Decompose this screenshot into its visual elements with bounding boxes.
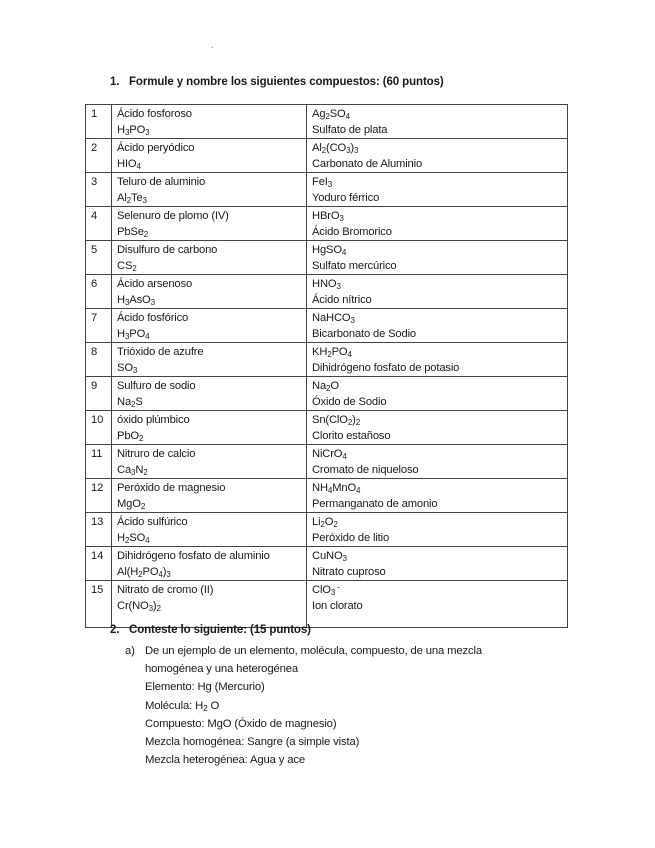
compound-formula: $HIO_4$	[117, 158, 141, 172]
table-row	[86, 479, 568, 513]
compound-name: Sulfuro de sodio	[117, 380, 196, 392]
right-cell	[307, 547, 568, 581]
row-number: 5	[86, 241, 112, 275]
table-row	[86, 411, 568, 445]
compound-name: Nitruro de calcio	[117, 448, 196, 460]
left-cell	[112, 547, 307, 581]
left-cell	[112, 173, 307, 207]
right-cell	[307, 377, 568, 411]
compound-formula: $H_3AsO_3$	[117, 294, 155, 308]
table-row	[86, 105, 568, 139]
left-cell	[112, 207, 307, 241]
compound-name: Clorito estañoso	[312, 430, 391, 442]
right-cell	[307, 105, 568, 139]
row-number: 3	[86, 173, 112, 207]
compound-name: Nitrato de cromo (II)	[117, 584, 214, 596]
question-2-number: 2.	[110, 624, 120, 636]
right-cell	[307, 275, 568, 309]
left-cell	[112, 105, 307, 139]
compound-name: Peróxido de magnesio	[117, 482, 226, 494]
compound-formula: MgO$_2$	[117, 498, 146, 512]
row-number: 14	[86, 547, 112, 581]
question-2-title: Conteste lo siguiente: (15 puntos)	[129, 624, 311, 636]
compound-formula: PbSe$_2$	[117, 226, 149, 240]
table-row	[86, 241, 568, 275]
table-row	[86, 207, 568, 241]
left-cell	[112, 139, 307, 173]
right-cell	[307, 411, 568, 445]
compound-formula: FeI$_3$	[312, 176, 333, 190]
question-1-number: 1.	[110, 76, 120, 88]
right-cell	[307, 139, 568, 173]
answer-mezcla-homogenea: Mezcla homogénea: Sangre (a simple vista)	[145, 736, 360, 749]
compound-formula: $Al(H_2PO_4)_3$	[117, 566, 171, 580]
question-2a-prompt-line1: De un ejemplo de un elemento, molécula, compuesto, de una mezcla	[145, 645, 483, 657]
compound-name: Dihidrógeno fosfato de aluminio	[117, 550, 270, 562]
left-cell	[112, 581, 307, 628]
compound-name: Óxido de Sodio	[312, 396, 387, 408]
compound-name: Ion clorato	[312, 600, 363, 612]
compound-name: Nitrato cuproso	[312, 566, 386, 578]
row-number: 8	[86, 343, 112, 377]
compounds-table	[85, 104, 568, 628]
table-row	[86, 343, 568, 377]
compound-name: Ácido fosfórico	[117, 312, 189, 324]
compound-formula: $Ca_3N_2$	[117, 464, 148, 478]
compound-name: Bicarbonato de Sodio	[312, 328, 416, 340]
compound-formula: $H_3PO_4$	[117, 328, 150, 342]
table-row	[86, 377, 568, 411]
right-cell	[307, 207, 568, 241]
table-row	[86, 547, 568, 581]
compound-formula: $CS_2$	[117, 260, 137, 274]
compound-name: Permanganato de amonio	[312, 498, 438, 510]
table-row	[86, 309, 568, 343]
row-number: 7	[86, 309, 112, 343]
compound-name: Ácido Bromorico	[312, 226, 392, 238]
table-row	[86, 513, 568, 547]
question-2-heading	[110, 624, 311, 636]
compound-formula: $KH_2PO_4$	[312, 346, 352, 360]
question-1-title: Formule y nombre los siguientes compuestos: (60 puntos)	[129, 76, 444, 88]
compound-formula: $Ag_2SO_4$	[312, 108, 350, 122]
right-cell	[307, 581, 568, 628]
compound-name: Carbonato de Aluminio	[312, 158, 423, 170]
table-row	[86, 445, 568, 479]
compound-formula: $Na_2O$	[312, 380, 339, 394]
row-number: 1	[86, 105, 112, 139]
question-2a-prompt-line2: homogénea y una heterogénea	[145, 663, 298, 676]
row-number: 13	[86, 513, 112, 547]
row-number: 2	[86, 139, 112, 173]
compound-formula: $H_2SO_4$	[117, 532, 150, 546]
left-cell	[112, 411, 307, 445]
right-cell	[307, 343, 568, 377]
header-mark: .	[211, 40, 214, 50]
left-cell	[112, 309, 307, 343]
row-number: 12	[86, 479, 112, 513]
compound-name: Ácido nítrico	[312, 294, 372, 306]
table-row	[86, 581, 568, 628]
question-2a-label: a)	[125, 645, 135, 657]
compound-name: Trióxido de azufre	[117, 346, 204, 358]
compound-name: óxido plúmbico	[117, 414, 190, 426]
compound-name: Sulfato mercúrico	[312, 260, 397, 272]
left-cell	[112, 275, 307, 309]
answer-elemento: Elemento: Hg (Mercurio)	[145, 681, 265, 694]
compound-name: Cromato de niqueloso	[312, 464, 419, 476]
compound-formula: $NH_4MnO_4$	[312, 482, 361, 496]
compound-name: Ácido peryódico	[117, 142, 195, 154]
row-number: 10	[86, 411, 112, 445]
left-cell	[112, 513, 307, 547]
answer-compuesto: Compuesto: MgO (Óxido de magnesio)	[145, 717, 337, 730]
compound-formula: $Al_2Te_3$	[117, 192, 147, 206]
compound-formula: HBrO$_3$	[312, 210, 344, 224]
compound-formula: NiCrO$_4$	[312, 448, 347, 462]
table-row	[86, 173, 568, 207]
compound-formula: CuNO$_3$	[312, 550, 347, 564]
row-number: 6	[86, 275, 112, 309]
left-cell	[112, 445, 307, 479]
row-number: 15	[86, 581, 112, 628]
answer-mezcla-heterogenea: Mezcla heterogénea: Agua y ace	[145, 754, 306, 767]
compound-formula: PbO$_2$	[117, 430, 144, 444]
compound-name: Ácido fosforoso	[117, 108, 192, 120]
right-cell	[307, 445, 568, 479]
answer-molecula: Molécula: $H_2$ O	[145, 699, 220, 713]
row-number: 9	[86, 377, 112, 411]
left-cell	[112, 343, 307, 377]
compound-formula: NaHCO$_3$	[312, 312, 355, 326]
left-cell	[112, 377, 307, 411]
compound-formula: ClO$_3$ -	[312, 582, 340, 598]
right-cell	[307, 173, 568, 207]
compound-formula: $Sn(ClO_2)_2$	[312, 414, 361, 428]
compound-formula: $SO_3$	[117, 362, 138, 376]
compound-name: Ácido sulfúrico	[117, 516, 188, 528]
compound-name: Selenuro de plomo (IV)	[117, 210, 229, 222]
compound-formula: $HNO_3$	[312, 278, 341, 292]
left-cell	[112, 479, 307, 513]
compound-name: Yoduro férrico	[312, 192, 380, 204]
question-1-heading	[110, 76, 444, 88]
compound-formula: $Li_2O_2$	[312, 516, 338, 530]
compound-formula: $Cr(NO_3)_2$	[117, 600, 161, 614]
table-row	[86, 139, 568, 173]
compound-name: Peróxido de litio	[312, 532, 390, 544]
right-cell	[307, 513, 568, 547]
right-cell	[307, 479, 568, 513]
compound-formula: $Na_2S$	[117, 396, 143, 410]
right-cell	[307, 309, 568, 343]
compound-name: Disulfuro de carbono	[117, 244, 218, 256]
compound-name: Teluro de aluminio	[117, 176, 206, 188]
compound-formula: $H_3PO_3$	[117, 124, 150, 138]
compound-name: Sulfato de plata	[312, 124, 388, 136]
row-number: 11	[86, 445, 112, 479]
compound-name: Dihidrógeno fosfato de potasio	[312, 362, 460, 374]
compound-formula: HgSO$_4$	[312, 244, 347, 258]
left-cell	[112, 241, 307, 275]
right-cell	[307, 241, 568, 275]
question-2a	[125, 642, 535, 769]
row-number: 4	[86, 207, 112, 241]
compound-formula: $Al_2(CO_3)_3$	[312, 142, 359, 156]
table-row	[86, 275, 568, 309]
compound-name: Ácido arsenoso	[117, 278, 193, 290]
